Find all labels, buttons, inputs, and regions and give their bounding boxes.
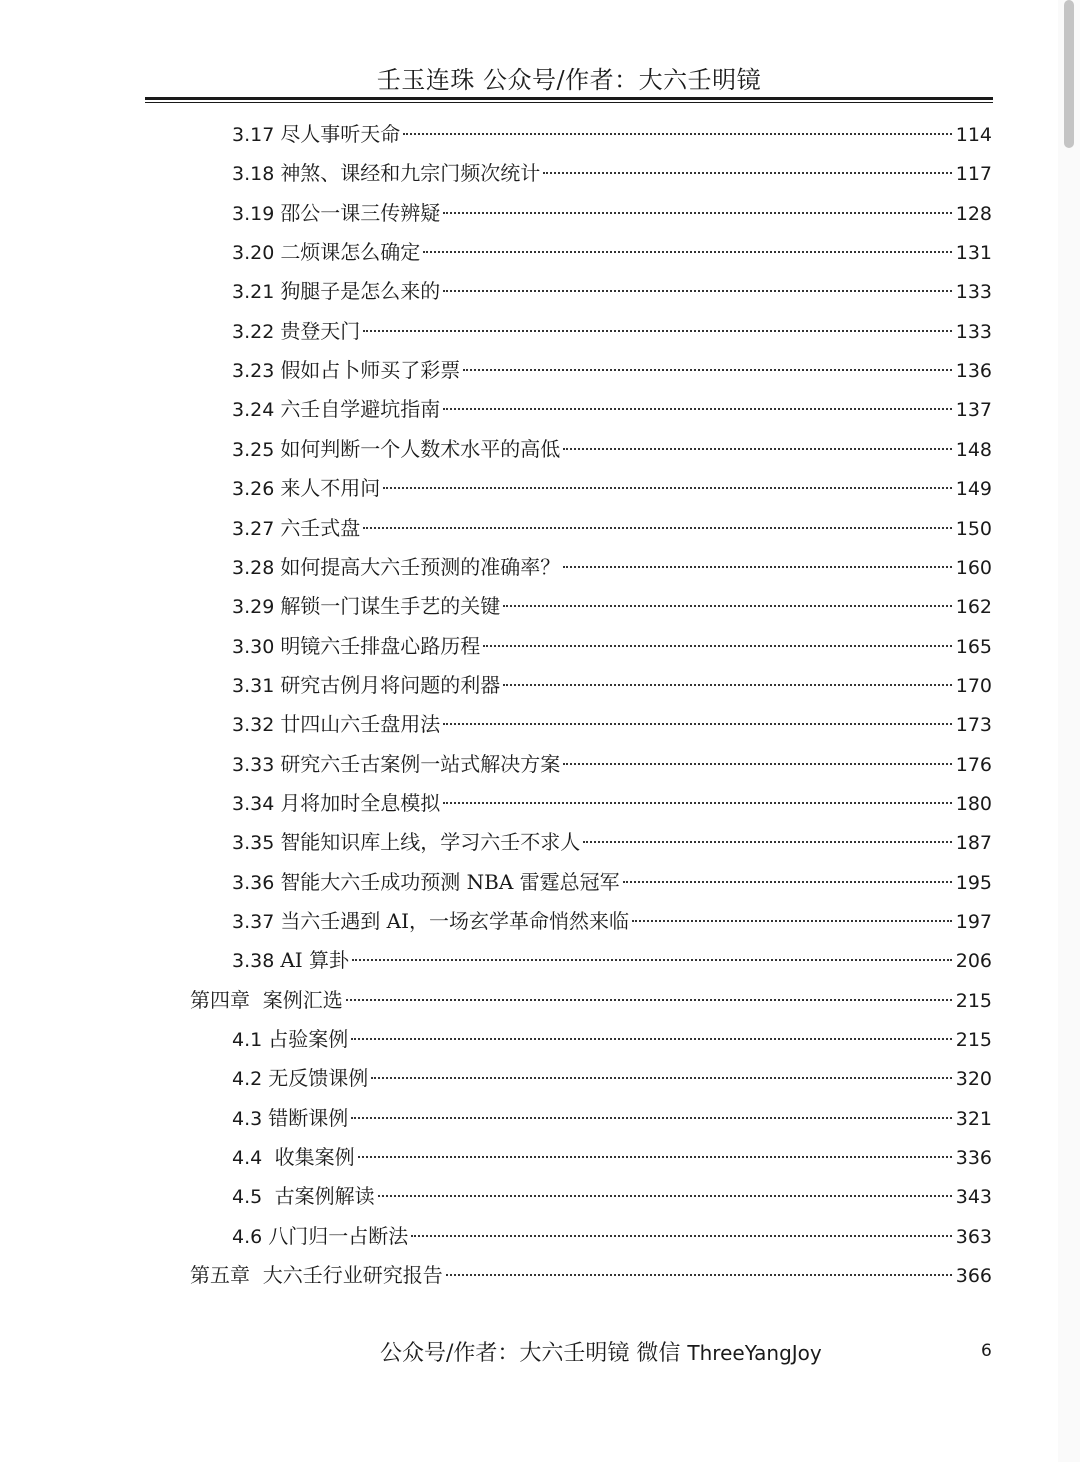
- toc-dot-leader: [423, 251, 951, 253]
- toc-entry-number: 3.32: [232, 714, 275, 737]
- toc-entry[interactable]: [232, 784, 992, 823]
- toc-dot-leader: [583, 841, 951, 843]
- toc-entry-page: 321: [955, 1107, 992, 1130]
- toc-entry[interactable]: [232, 430, 992, 469]
- toc-entry-number: 3.34: [232, 792, 275, 815]
- toc-entry[interactable]: [232, 941, 992, 980]
- toc-entry-number: 3.37: [232, 911, 275, 933]
- toc-entry-title: 六壬式盘: [280, 515, 361, 540]
- toc-entry-page: 117: [955, 163, 992, 186]
- toc-entry-title: 智能大六壬成功预测 NBA 雷霆总冠军: [280, 869, 620, 894]
- toc-dot-leader: [443, 802, 951, 804]
- toc-entry[interactable]: [232, 627, 992, 666]
- toc-dot-leader: [371, 1077, 952, 1079]
- toc-entry-page: 180: [955, 792, 992, 815]
- toc-entry-number: 3.24: [232, 399, 275, 422]
- toc-entry-page: 343: [955, 1186, 992, 1209]
- toc-entry-page: 187: [955, 832, 992, 855]
- toc-entry-number: 3.28: [232, 556, 275, 579]
- toc-entry-page: 320: [955, 1068, 992, 1091]
- toc-dot-leader: [443, 290, 951, 292]
- toc-entry-number: 4.1: [232, 1029, 263, 1052]
- toc-entry-title: 智能知识库上线，学习六壬不求人: [280, 830, 581, 855]
- toc-entry-number: 3.18: [232, 163, 275, 186]
- toc-entry-page: 176: [955, 753, 992, 776]
- toc-entry-number: 3.19: [232, 202, 275, 225]
- toc-entry-title: 邵公一课三传辨疑: [280, 200, 441, 225]
- toc-dot-leader: [446, 1274, 952, 1276]
- toc-entry-title: 解锁一门谋生手艺的关键: [280, 594, 501, 619]
- toc-entry-title: 第四章 案例汇选: [190, 987, 343, 1012]
- toc-entry-title: 第五章 大六壬行业研究报告: [190, 1263, 443, 1288]
- toc-dot-leader: [543, 172, 951, 174]
- toc-entry-number: 3.20: [232, 242, 275, 265]
- toc-entry-title: 如何判断一个人数术水平的高低: [280, 436, 561, 461]
- toc-entry-page: 215: [955, 989, 992, 1012]
- toc-entry-title: 尽人事听天命: [280, 122, 401, 146]
- toc-entry-title: 古案例解读: [268, 1184, 375, 1209]
- toc-entry-page: 131: [955, 242, 992, 265]
- toc-entry-page: 136: [955, 360, 992, 383]
- toc-dot-leader: [632, 920, 952, 922]
- toc-entry-title: 收集案例: [268, 1145, 355, 1170]
- toc-entry-number: 3.36: [232, 871, 275, 894]
- toc-entry-title: 八门归一占断法: [268, 1223, 409, 1248]
- toc-entry-page: 173: [955, 714, 992, 737]
- toc-entry[interactable]: [232, 863, 992, 902]
- toc-dot-leader: [463, 369, 951, 371]
- toc-dot-leader: [351, 1117, 952, 1119]
- toc-entry-page: 137: [955, 399, 992, 422]
- toc-entry-number: 3.30: [232, 635, 275, 658]
- toc-entry[interactable]: [232, 469, 992, 508]
- toc-entry-page: 162: [955, 596, 992, 619]
- toc-entry-number: 3.38: [232, 950, 275, 973]
- page-header: 壬玉连珠 公众号/作者：大六壬明镜: [376, 66, 762, 94]
- toc-chapter-entry[interactable]: [190, 1256, 992, 1295]
- toc-dot-leader: [346, 999, 952, 1001]
- toc-entry-page: 206: [955, 950, 992, 973]
- toc-entry-page: 195: [955, 871, 992, 894]
- toc-entry-page: 149: [955, 478, 992, 501]
- toc-entry-title: 贵登天门: [280, 318, 361, 343]
- toc-entry[interactable]: [232, 1099, 992, 1138]
- toc-entry[interactable]: [232, 1020, 992, 1059]
- toc-entry-number: 3.33: [232, 753, 275, 776]
- page-number: 6: [981, 1341, 992, 1361]
- toc-entry-title: 二烦课怎么确定: [280, 240, 421, 265]
- toc-entry-number: 3.31: [232, 674, 275, 697]
- toc-entry-number: 4.6: [232, 1225, 263, 1248]
- toc-entry-page: 114: [955, 124, 992, 146]
- toc-chapter-entry[interactable]: [190, 981, 992, 1020]
- toc-entry-title: 当六壬遇到 AI，一场玄学革命悄然来临: [280, 909, 630, 933]
- header-rule-thick: [145, 97, 993, 100]
- toc-entry-title: 来人不用问: [280, 476, 381, 501]
- toc-entry[interactable]: [232, 745, 992, 784]
- toc-dot-leader: [358, 1156, 952, 1158]
- toc-entry-title: 错断课例: [268, 1105, 349, 1130]
- toc-entry-title: 研究六壬古案例一站式解决方案: [280, 751, 561, 776]
- toc-entry[interactable]: [232, 666, 992, 705]
- header-rule-thin: [145, 102, 993, 103]
- toc-entry-title: 狗腿子是怎么来的: [280, 279, 441, 304]
- toc-dot-leader: [352, 959, 952, 961]
- toc-entry[interactable]: [232, 233, 992, 272]
- toc-dot-leader: [563, 763, 951, 765]
- toc-entry-number: 3.27: [232, 517, 275, 540]
- toc-entry[interactable]: [232, 115, 992, 154]
- toc-entry[interactable]: [232, 154, 992, 193]
- toc-entry-number: 3.17: [232, 124, 275, 146]
- toc-entry-page: 165: [955, 635, 992, 658]
- toc-entry-title: 研究古例月将问题的利器: [280, 672, 501, 697]
- toc-entry-page: 215: [955, 1029, 992, 1052]
- toc-dot-leader: [351, 1038, 952, 1040]
- toc-dot-leader: [443, 212, 951, 214]
- toc-entry-number: 4.5: [232, 1186, 263, 1209]
- toc-entry-page: 336: [955, 1147, 992, 1170]
- footer-label: 公众号/作者：大六壬明镜 微信: [380, 1341, 688, 1366]
- toc-entry-number: 3.35: [232, 832, 275, 855]
- toc-entry-number: 3.22: [232, 320, 275, 343]
- toc-entry[interactable]: [232, 548, 992, 587]
- toc-entry[interactable]: [232, 509, 992, 548]
- toc-entry-page: 160: [955, 556, 992, 579]
- toc-entry-title: 占验案例: [268, 1027, 349, 1052]
- toc-entry[interactable]: [232, 390, 992, 429]
- toc-dot-leader: [383, 487, 951, 489]
- toc-entry[interactable]: [232, 194, 992, 233]
- toc-dot-leader: [443, 723, 951, 725]
- toc-entry-page: 148: [955, 438, 992, 461]
- toc-entry-number: 3.21: [232, 281, 275, 304]
- toc-entry-title: 无反馈课例: [268, 1066, 369, 1091]
- toc-entry-title: 神煞、课经和九宗门频次统计: [280, 161, 541, 186]
- toc-entry[interactable]: [232, 1138, 992, 1177]
- toc-entry[interactable]: [232, 272, 992, 311]
- footer-wechat-id: ThreeYangJoy: [687, 1341, 822, 1365]
- toc-dot-leader: [563, 448, 951, 450]
- toc-entry-number: 4.3: [232, 1107, 263, 1130]
- toc-entry-title: 廿四山六壬盘用法: [280, 712, 441, 737]
- toc-dot-leader: [378, 1195, 952, 1197]
- toc-entry[interactable]: [232, 1177, 992, 1216]
- toc-entry-number: 4.4: [232, 1147, 263, 1170]
- toc-entry-title: AI 算卦: [280, 948, 350, 973]
- toc-entry-title: 如何提高大六壬预测的准确率？: [280, 554, 561, 579]
- toc-dot-leader: [483, 645, 951, 647]
- toc-entry[interactable]: [232, 705, 992, 744]
- toc-entry[interactable]: [232, 312, 992, 351]
- toc-entry-title: 六壬自学避坑指南: [280, 397, 441, 422]
- toc-entry-page: 133: [955, 320, 992, 343]
- toc-entry-page: 150: [955, 517, 992, 540]
- toc-entry-page: 133: [955, 281, 992, 304]
- toc-entry-title: 假如占卜师买了彩票: [280, 358, 461, 383]
- toc-entry[interactable]: [232, 351, 992, 390]
- toc-entry-page: 197: [955, 911, 992, 933]
- toc-dot-leader: [503, 684, 951, 686]
- scrollbar-thumb[interactable]: [1064, 0, 1074, 148]
- toc-entry[interactable]: [232, 1217, 992, 1256]
- toc-dot-leader: [363, 527, 951, 529]
- toc-entry-page: 363: [955, 1225, 992, 1248]
- toc-entry-page: 170: [955, 674, 992, 697]
- toc-entry[interactable]: [232, 587, 992, 626]
- toc-entry-number: 3.26: [232, 478, 275, 501]
- toc-entry-number: 4.2: [232, 1068, 263, 1091]
- footer-text: [380, 1337, 822, 1370]
- toc-dot-leader: [563, 566, 951, 568]
- toc-dot-leader: [363, 330, 951, 332]
- toc-entry[interactable]: [232, 902, 992, 941]
- toc-dot-leader: [623, 881, 952, 883]
- toc-entry-page: 128: [955, 202, 992, 225]
- toc-entry-number: 3.23: [232, 360, 275, 383]
- toc-entry-number: 3.29: [232, 596, 275, 619]
- toc-entry[interactable]: [232, 823, 992, 862]
- toc-dot-leader: [411, 1235, 952, 1237]
- toc-entry[interactable]: [232, 1059, 992, 1098]
- toc-dot-leader: [403, 133, 951, 135]
- toc-entry-page: 366: [955, 1265, 992, 1288]
- toc-dot-leader: [443, 408, 951, 410]
- toc-entry-title: 月将加时全息模拟: [280, 790, 441, 815]
- scrollbar-track[interactable]: [1058, 0, 1080, 1462]
- toc-entry-title: 明镜六壬排盘心路历程: [280, 633, 481, 658]
- toc-dot-leader: [503, 605, 951, 607]
- toc-entry-number: 3.25: [232, 438, 275, 461]
